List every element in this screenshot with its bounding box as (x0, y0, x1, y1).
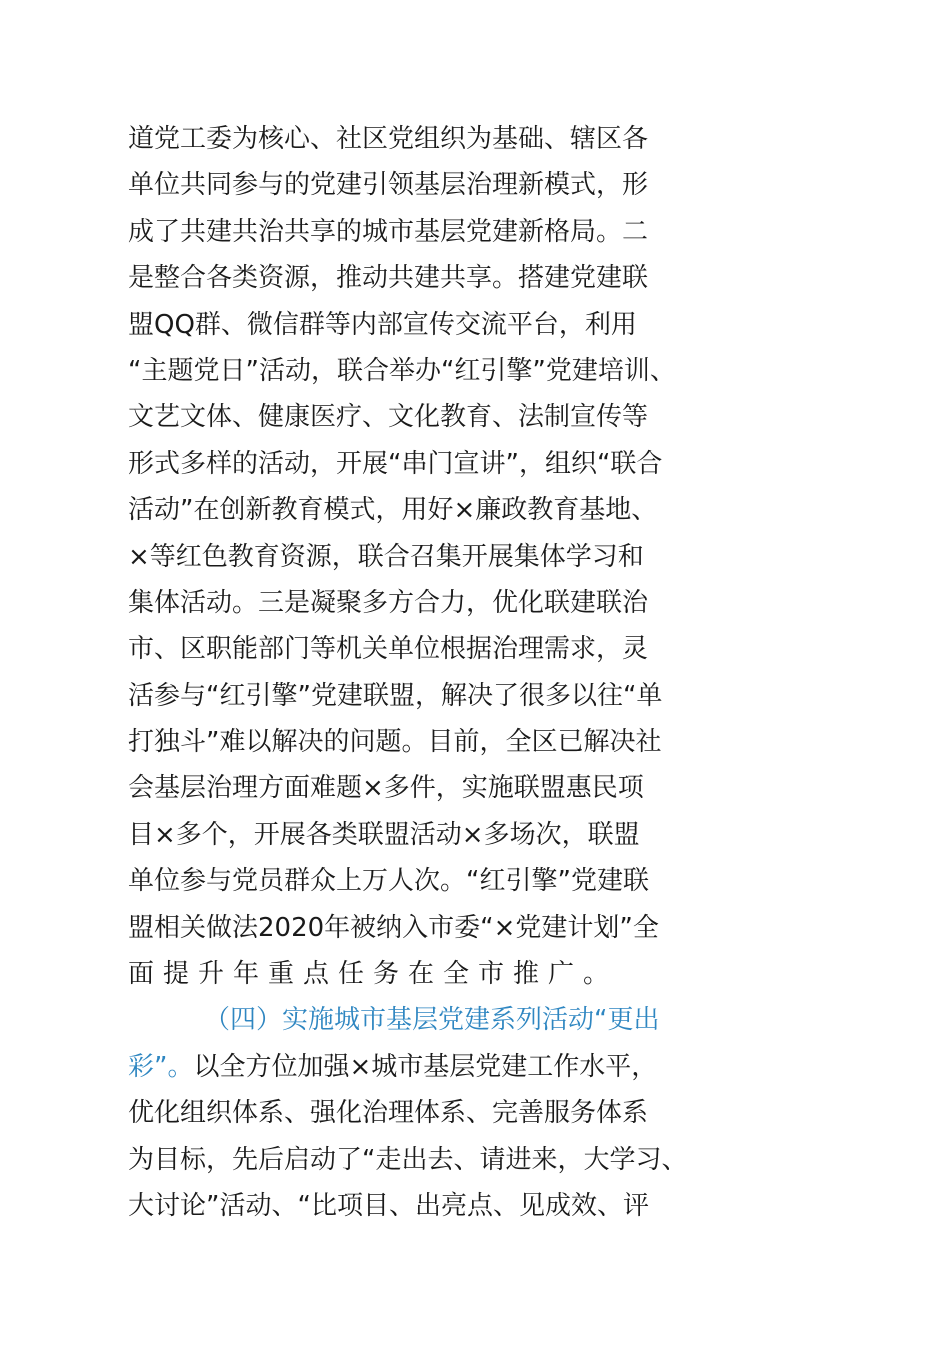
text-line: 会基层治理方面难题×多件，实施联盟惠民项 (128, 773, 644, 804)
text-line: 活动”在创新教育模式，用好×廉政教育基地、 (128, 495, 658, 526)
section-heading: （四）实施城市基层党建系列活动“更出 (204, 1005, 660, 1036)
text-line: 面提升年重点任务在全市推广。 (128, 959, 619, 990)
text-line: 市、区职能部门等机关单位根据治理需求，灵 (128, 634, 649, 665)
text-line: 盟相关做法2020年被纳入市委“×党建计划”全 (128, 912, 659, 943)
text-line: 单位参与党员群众上万人次。“红引擎”党建联 (128, 866, 649, 897)
section-heading-end: 彩”。 (128, 1051, 194, 1082)
text-line: 目×多个，开展各类联盟活动×多场次，联盟 (128, 819, 640, 850)
text-line (128, 1044, 848, 1090)
text-line: 是整合各类资源，推动共建共享。搭建党建联 (128, 263, 649, 294)
text-line: “主题党日”活动，联合举办“红引擎”党建培训、 (128, 355, 676, 386)
text-line: 形式多样的活动，开展“串门宣讲”，组织“联合 (128, 448, 663, 479)
text-line: 打独斗”难以解决的问题。目前，全区已解决社 (128, 727, 662, 758)
text-fragment: 以全方位加强×城市基层党建工作水平， (193, 1051, 658, 1082)
text-line: 集体活动。三是凝聚多方合力，优化联建联治 (128, 587, 649, 618)
text-line: 为目标，先后启动了“走出去、请进来，大学习、 (128, 1144, 688, 1175)
document-body (128, 116, 848, 1229)
text-line: 盟QQ群、微信群等内部宣传交流平台，利用 (128, 309, 637, 340)
text-line: 活参与“红引擎”党建联盟，解决了很多以往“单 (128, 680, 663, 711)
text-line: ×等红色教育资源，联合召集开展集体学习和 (128, 541, 644, 572)
text-line: 成了共建共治共享的城市基层党建新格局。二 (128, 216, 649, 247)
text-line: 单位共同参与的党建引领基层治理新模式，形 (128, 170, 649, 201)
section-4-paragraph (128, 997, 848, 1229)
text-line: 优化组织体系、强化治理体系、完善服务体系 (128, 1098, 649, 1129)
text-line: 大讨论”活动、“比项目、出亮点、见成效、评 (128, 1190, 649, 1221)
text-line: 文艺文体、健康医疗、文化教育、法制宣传等 (128, 402, 649, 433)
paragraph-continuation (128, 116, 848, 997)
text-line: 道党工委为核心、社区党组织为基础、辖区各 (128, 124, 649, 154)
